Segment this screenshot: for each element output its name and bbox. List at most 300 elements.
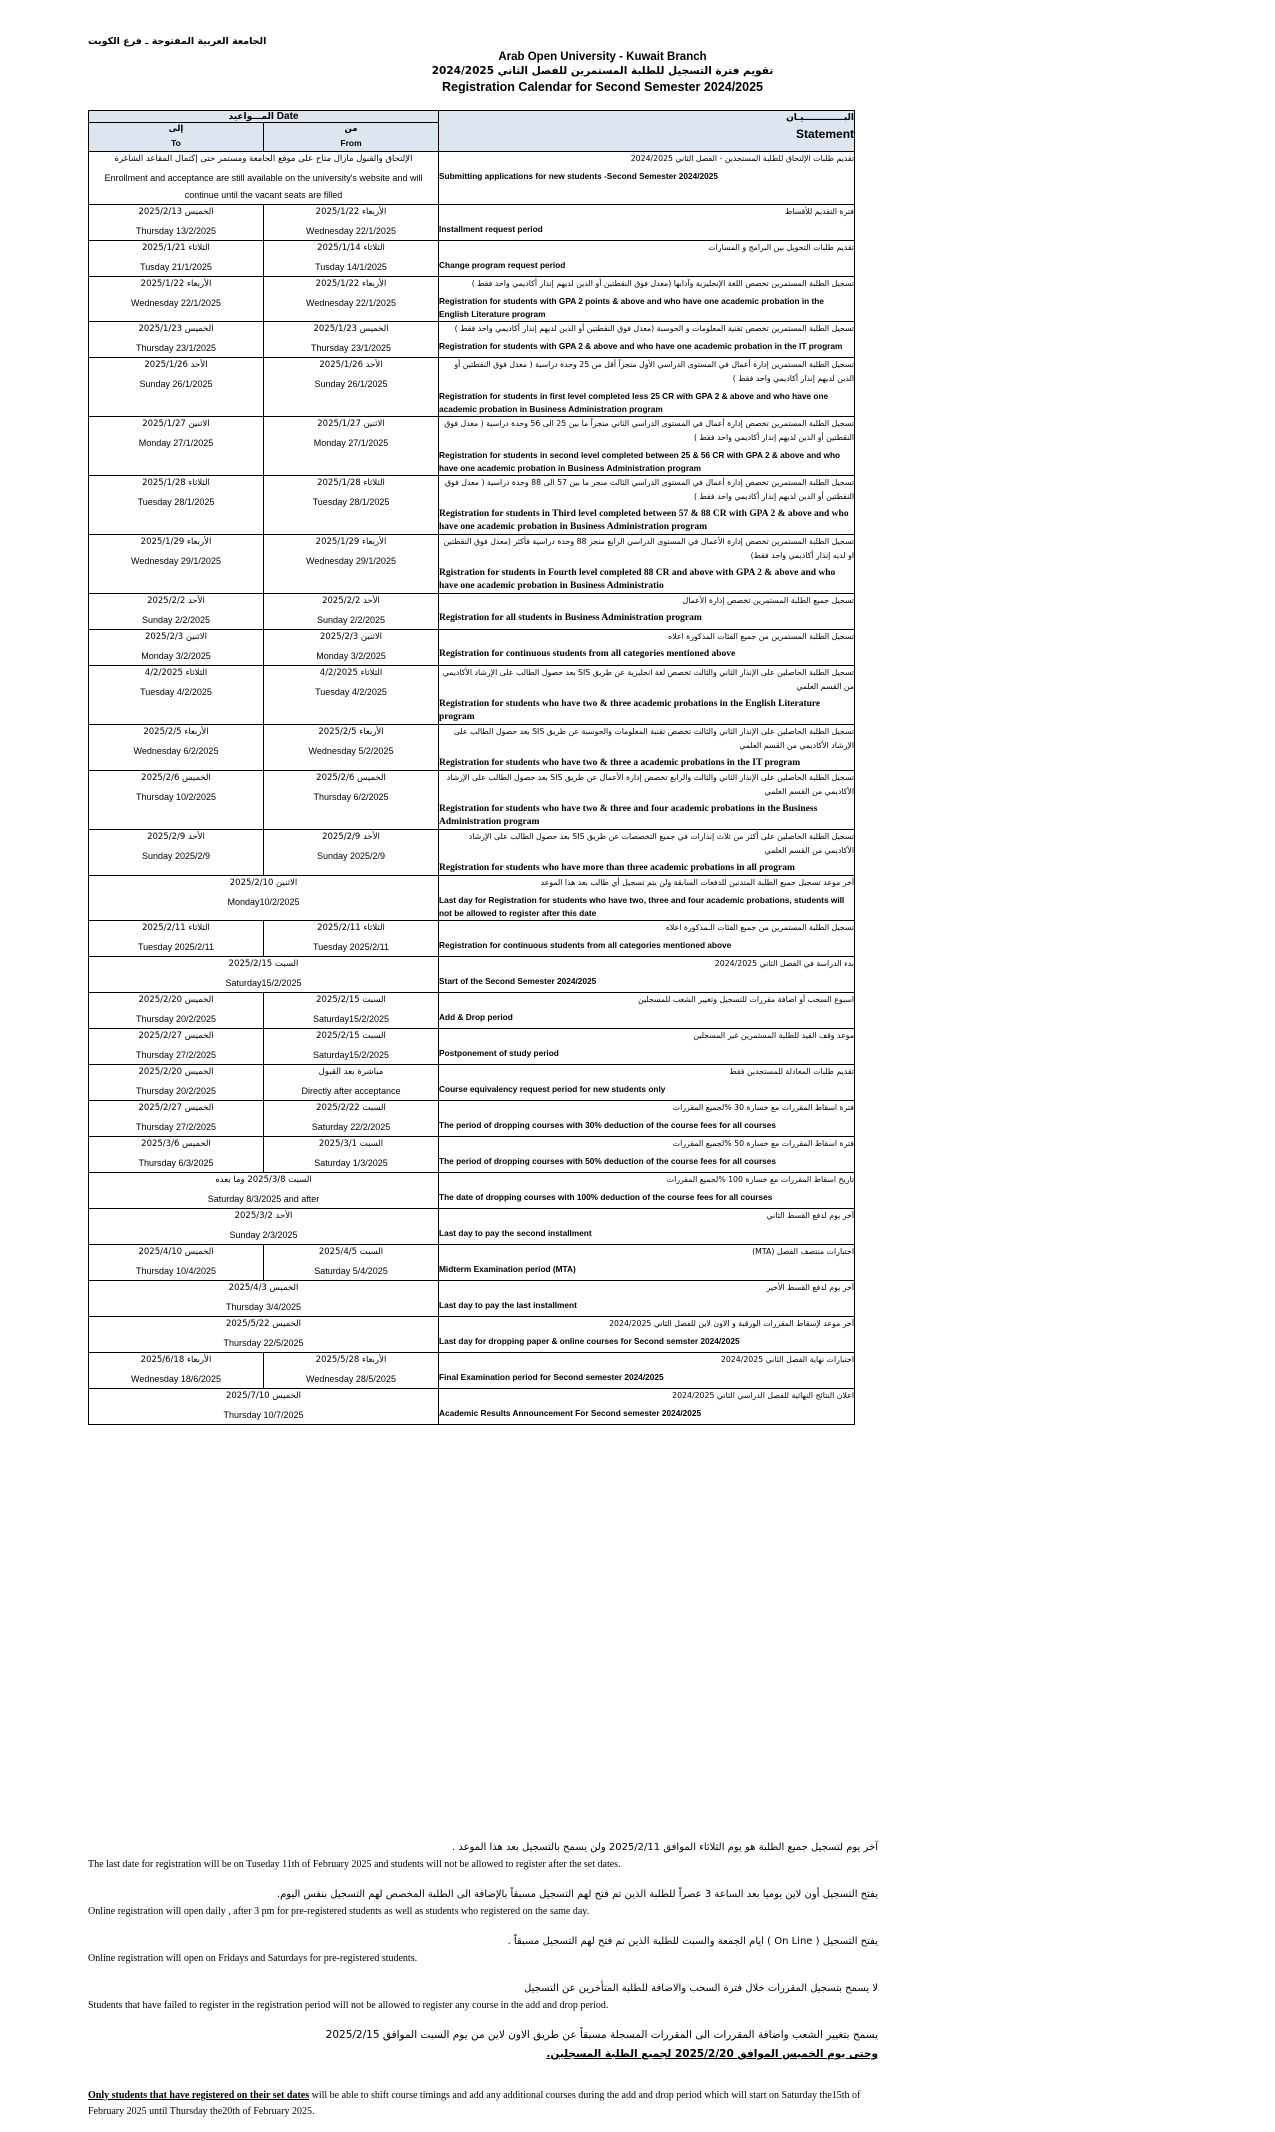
statement-ar: تسجيل الطلبة المستمرين تخصص إدارة الأعمال في المستوى الدراسي الرابع منجز 88 وحدة دراسية فأكثر (معدل فوق النقطتين او لديه إنذار أكاديمي واحد فقط) bbox=[443, 537, 855, 560]
to-date-en: Thursday 27/2/2025 bbox=[135, 1122, 217, 1132]
to-date-ar: الثلاثاء 2025/1/28 bbox=[142, 478, 210, 488]
date-cell-from bbox=[264, 1137, 439, 1173]
table-row bbox=[89, 1245, 855, 1281]
statement-ar: آخر يوم لدفع القسط الثاني bbox=[766, 1211, 855, 1220]
to-date-en: Thursday 27/2/2025 bbox=[135, 1050, 217, 1060]
to-date-ar: الأربعاء 2025/1/29 bbox=[140, 537, 212, 547]
statement-cell bbox=[439, 921, 855, 957]
from-date-ar: الأربعاء 2025/1/22 bbox=[315, 207, 387, 217]
date-cell-to bbox=[89, 476, 264, 535]
date-cell-to bbox=[89, 1065, 264, 1101]
header-date-en: Date bbox=[276, 111, 299, 122]
to-date-ar: الخميس 2025/4/10 bbox=[138, 1247, 214, 1257]
statement-ar: تسجيل الطلبة المستمرين تخصص اللغة الإنجليزية وآدابها (معدل فوق النقطتين أو الذين لديهم إنذار أكاديمي واحد فقط ) bbox=[471, 279, 855, 288]
table-row bbox=[89, 1065, 855, 1101]
to-date-ar: الخميس 2025/2/6 bbox=[141, 773, 211, 783]
table-row bbox=[89, 594, 855, 630]
from-date-ar: الأربعاء 2025/5/28 bbox=[315, 1355, 387, 1365]
date-cell-from bbox=[264, 830, 439, 876]
note-ar: لا يسمح بتسجيل المقررات خلال فترة السحب والاضافة للطلبة المتأخرين عن التسجيل bbox=[524, 1983, 878, 1994]
table-row bbox=[89, 1173, 855, 1209]
from-date-ar: الأحد 2025/1/26 bbox=[319, 360, 383, 370]
statement-en: Registration for students in Third level completed between 57 & 88 CR with GPA 2 & above and who have one academic probation in Business Administration program bbox=[439, 509, 849, 532]
date-cell-from bbox=[264, 1353, 439, 1389]
table-row bbox=[89, 630, 855, 666]
to-date-ar: الخميس 2025/2/27 bbox=[138, 1031, 214, 1041]
table-row bbox=[89, 1317, 855, 1353]
table-header-row-1 bbox=[89, 111, 855, 123]
table-head bbox=[89, 111, 855, 152]
date-cell-from bbox=[264, 725, 439, 771]
date-cell-from bbox=[264, 630, 439, 666]
to-date-en: Tuesday 28/1/2025 bbox=[137, 497, 215, 507]
from-date-en: Tusday 14/1/2025 bbox=[315, 262, 387, 272]
to-date-ar: الخميس 2025/1/23 bbox=[138, 324, 214, 334]
statement-ar: تقديم طلبات التحويل بين البرامج و المسارات bbox=[708, 243, 855, 252]
statement-ar: اسبوع السحب أو اضافة مقررات للتسجيل وتغيير الشعب للمسجلين bbox=[638, 995, 855, 1004]
notes-spacer bbox=[88, 2066, 878, 2088]
date-cell-merged bbox=[89, 1173, 439, 1209]
statement-cell bbox=[439, 1317, 855, 1353]
from-date-en: Wednesday 28/5/2025 bbox=[306, 1374, 396, 1384]
statement-en: Last day for dropping paper & online courses for Second semster 2024/2025 bbox=[439, 1336, 740, 1346]
table-row bbox=[89, 417, 855, 476]
date-cell-to bbox=[89, 358, 264, 417]
to-date-ar: الخميس 2025/3/6 bbox=[141, 1139, 211, 1149]
header-from-ar: من bbox=[344, 124, 358, 134]
table-row bbox=[89, 830, 855, 876]
statement-ar: آخر موعد تسجيل جميع الطلبة المتدنين للدفعات السابقة ولن يتم تسجيل أي طالب بعد هذا الموعد bbox=[540, 878, 855, 887]
header-from-en: From bbox=[340, 138, 362, 148]
statement-en: The period of dropping courses with 50% deduction of the course fees for all courses bbox=[439, 1156, 777, 1166]
header-statement-en: Statement bbox=[796, 127, 855, 141]
date-cell-to bbox=[89, 535, 264, 594]
note-en: Online registration will open daily , after 3 pm for pre-registered students as well as students who registered on the same day. bbox=[88, 1906, 590, 1917]
statement-cell bbox=[439, 358, 855, 417]
date-cell-to bbox=[89, 771, 264, 830]
statement-cell bbox=[439, 993, 855, 1029]
statement-ar: تسجيل الطلبة المستمرين تخصص تقنية المعلومات و الحوسبة (معدل فوق النقطتين أو الذين لديهم إنذار أكاديمي واحد فقط ) bbox=[454, 324, 855, 333]
statement-en: Course equivalency request period for new students only bbox=[439, 1084, 666, 1094]
to-date-en: Wednesday 29/1/2025 bbox=[131, 556, 221, 566]
to-date-ar: الثلاثاء 2025/2/11 bbox=[142, 923, 210, 933]
table-row bbox=[89, 1281, 855, 1317]
date-ar: الإلتحاق والقبول مازال متاح على موقع الجامعة ومستمر حتى إكتمال المقاعد الشاغرة bbox=[114, 154, 413, 164]
to-date-ar: الأحد 2025/2/9 bbox=[147, 832, 205, 842]
statement-cell bbox=[439, 1281, 855, 1317]
date-en: Sunday 2/3/2025 bbox=[229, 1230, 298, 1240]
statement-ar: آخر يوم لدفع القسط الأخير bbox=[766, 1283, 855, 1292]
statement-cell bbox=[439, 1137, 855, 1173]
date-cell-to bbox=[89, 1137, 264, 1173]
from-date-ar: السبت 2025/4/5 bbox=[318, 1247, 384, 1257]
from-date-ar: الأحد 2025/2/2 bbox=[322, 596, 380, 606]
table-row bbox=[89, 771, 855, 830]
to-date-en: Tuesday 2025/2/11 bbox=[137, 942, 215, 952]
date-en: Saturday 8/3/2025 and after bbox=[207, 1194, 320, 1204]
from-date-en: Saturday 1/3/2025 bbox=[314, 1158, 388, 1168]
to-date-en: Tuesday 4/2/2025 bbox=[140, 687, 212, 697]
date-cell-from bbox=[264, 1065, 439, 1101]
title-line-ar: تقويم فترة التسجيل للطلبة المستمرين للفصل الثاني 2024/2025 bbox=[431, 65, 774, 77]
to-date-en: Sunday 2025/2/9 bbox=[141, 851, 211, 861]
to-date-ar: الخميس 2025/2/27 bbox=[138, 1103, 214, 1113]
date-cell-merged bbox=[89, 876, 439, 921]
statement-en: Start of the Second Semester 2024/2025 bbox=[439, 976, 597, 986]
from-date-ar: الثلاثاء 4/2/2025 bbox=[319, 668, 383, 678]
statement-en: Submitting applications for new students -Second Semester 2024/2025 bbox=[439, 171, 718, 181]
statement-cell bbox=[439, 830, 855, 876]
header-statement-ar: البـــــــــــــيـان bbox=[786, 113, 855, 123]
statement-cell bbox=[439, 1029, 855, 1065]
statement-ar: تقديم طلبات الإلتحاق للطلبة المستجدين - الفصل الثاني 2024/2025 bbox=[630, 154, 855, 163]
date-cell-from bbox=[264, 594, 439, 630]
to-date-en: Thursday 10/4/2025 bbox=[135, 1266, 217, 1276]
date-ar: الخميس 2025/7/10 bbox=[225, 1391, 302, 1401]
table-row bbox=[89, 1209, 855, 1245]
to-date-en: Thursday 10/2/2025 bbox=[135, 792, 217, 802]
from-date-en: Monday 27/1/2025 bbox=[313, 438, 389, 448]
header-from bbox=[264, 123, 439, 152]
to-date-ar: الاثنين 2025/1/27 bbox=[142, 419, 210, 429]
to-date-ar: الخميس 2025/2/20 bbox=[138, 995, 214, 1005]
date-cell-merged bbox=[89, 152, 439, 205]
from-date-ar: الاثنين 2025/1/27 bbox=[317, 419, 385, 429]
date-cell-to bbox=[89, 1353, 264, 1389]
date-cell-merged bbox=[89, 1209, 439, 1245]
date-cell-to bbox=[89, 241, 264, 277]
note-ar-line1: يسمح بتغيير الشعب واضافة المقررات الى المقررات المسجلة مسبقاً عن طريق الاون لاين من يوم السبت الموافق 2025/2/15 bbox=[325, 2029, 878, 2041]
from-date-en: Sunday 2025/2/9 bbox=[316, 851, 386, 861]
date-cell-to bbox=[89, 594, 264, 630]
statement-ar: تسجيل الطلبة المستمرين من جميع الفئات المذكورة اعلاه bbox=[668, 632, 855, 641]
table-row bbox=[89, 322, 855, 358]
note-ar: يفتح التسجيل ( On Line ) ايام الجمعة والسبت للطلبة الذين تم فتح لهم التسجيل مسبقاً . bbox=[507, 1936, 878, 1947]
from-date-en: Sunday 26/1/2025 bbox=[314, 379, 388, 389]
statement-en: Registration for students in second level completed between 25 & 56 CR with GPA 2 & above and who have one academic probation in Business Administration program bbox=[439, 450, 841, 473]
note-ar: يفتح التسجيل أون لاين يوميا بعد الساعة 3 عصراً للطلبة الذين تم فتح لهم التسجيل مسبقاً بالإضافة الى الطلبة المخصص لهم التسجيل بنفس اليوم. bbox=[276, 1889, 878, 1900]
statement-en: Last day to pay the last installment bbox=[439, 1300, 577, 1310]
from-date-en: Saturday15/2/2025 bbox=[312, 1014, 390, 1024]
statement-ar: تسجيل جميع الطلبة المستمرين تخصص إدارة الأعمال bbox=[682, 596, 855, 605]
date-cell-to bbox=[89, 322, 264, 358]
table-row bbox=[89, 1353, 855, 1389]
statement-ar: تسجيل الطلبة الحاصلين على الإنذار الثاني والثالث تخصص تقنية المعلومات والحوسبة عن طريق SIS بعد حصول الطالب على الإرشاد الأكاديمي من القسم العلمي bbox=[453, 727, 855, 750]
date-cell-merged bbox=[89, 1389, 439, 1425]
statement-cell bbox=[439, 476, 855, 535]
note-en-final bbox=[88, 2088, 878, 2120]
date-ar: الاثنين 2025/2/10 bbox=[229, 878, 298, 888]
from-date-en: Wednesday 22/1/2025 bbox=[306, 226, 396, 236]
table-row bbox=[89, 1389, 855, 1425]
from-date-en: Tuesday 2025/2/11 bbox=[312, 942, 390, 952]
from-date-ar: الأحد 2025/2/9 bbox=[322, 832, 380, 842]
table-row bbox=[89, 535, 855, 594]
statement-cell bbox=[439, 1209, 855, 1245]
statement-ar: تسجيل الطلبة المستمرين تخصص إدارة أعمال في المستوى الدراسي الثالث منجز ما بين 57 الى 88 وحدة دراسية ( معدل فوق النقطتين أو الذين لديهم إنذار أكاديمي واحد فقط ) bbox=[445, 478, 855, 501]
to-date-en: Thursday 20/2/2025 bbox=[135, 1014, 217, 1024]
statement-cell bbox=[439, 630, 855, 666]
statement-cell bbox=[439, 771, 855, 830]
from-date-en: Tuesday 4/2/2025 bbox=[315, 687, 387, 697]
document-title-block bbox=[330, 50, 875, 96]
note-en: Online registration will open on Fridays and Saturdays for pre-registered students. bbox=[88, 1953, 418, 1964]
date-cell-from bbox=[264, 666, 439, 725]
statement-cell bbox=[439, 725, 855, 771]
to-date-ar: الخميس 2025/2/13 bbox=[138, 207, 214, 217]
date-ar: الأحد 2025/3/2 bbox=[234, 1211, 293, 1221]
date-cell-to bbox=[89, 1101, 264, 1137]
to-date-en: Thursday 20/2/2025 bbox=[135, 1086, 217, 1096]
statement-ar: تقديم طلبات المعادلة للمستجدين فقط bbox=[729, 1067, 855, 1076]
statement-cell bbox=[439, 1389, 855, 1425]
table-row bbox=[89, 921, 855, 957]
date-cell-from bbox=[264, 1029, 439, 1065]
from-date-en: Wednesday 5/2/2025 bbox=[308, 746, 394, 756]
to-date-ar: الأحد 2025/1/26 bbox=[144, 360, 208, 370]
date-en: Thursday 3/4/2025 bbox=[225, 1302, 302, 1312]
statement-ar: فترة اسقاط المقررات مع خسارة 30 %لجميع المقررات bbox=[672, 1103, 855, 1112]
from-date-ar: الأربعاء 2025/2/5 bbox=[318, 727, 384, 737]
statement-ar: تاريخ اسقاط المقررات مع خسارة 100 %لجميع المقررات bbox=[666, 1175, 855, 1184]
header-date bbox=[89, 111, 439, 123]
date-cell-from bbox=[264, 205, 439, 241]
date-cell-merged bbox=[89, 1317, 439, 1353]
statement-en: Registration for continuous students from all categories mentioned above bbox=[439, 649, 736, 659]
date-cell-from bbox=[264, 322, 439, 358]
statement-ar: تسجيل الطلبة المستمرين من جميع الفئات الـمذكورة اعلاه bbox=[665, 923, 855, 932]
statement-ar: بدء الدراسة في الفصل الثاني 2024/2025 bbox=[714, 959, 855, 968]
date-cell-to bbox=[89, 1029, 264, 1065]
statement-ar: تسجيل الطلبة الحاصلين على أكثر من ثلاث إنذارات في جميع التخصصات عن طريق SIS بعد حصول الطالب على الإرشاد الأكاديمي من القسم العلمي bbox=[468, 832, 855, 855]
table-row bbox=[89, 205, 855, 241]
statement-en: Registration for students with GPA 2 & above and who have one academic probation in the IT program bbox=[439, 341, 843, 351]
from-date-ar: الثلاثاء 2025/1/28 bbox=[317, 478, 385, 488]
date-en: Thursday 10/7/2025 bbox=[223, 1410, 304, 1420]
from-date-en: Saturday15/2/2025 bbox=[312, 1050, 390, 1060]
date-cell-to bbox=[89, 725, 264, 771]
statement-en: Academic Results Announcement For Second semester 2024/2025 bbox=[439, 1408, 702, 1418]
table-row bbox=[89, 1101, 855, 1137]
statement-cell bbox=[439, 152, 855, 205]
table-row bbox=[89, 993, 855, 1029]
to-date-en: Thursday 13/2/2025 bbox=[135, 226, 217, 236]
to-date-ar: الأربعاء 2025/1/22 bbox=[140, 279, 212, 289]
from-date-ar: السبت 2025/2/15 bbox=[316, 995, 386, 1005]
statement-en: Registration for students who have two & three academic probations in the English Literature program bbox=[439, 699, 821, 722]
statement-cell bbox=[439, 1353, 855, 1389]
to-date-en: Wednesday 6/2/2025 bbox=[133, 746, 219, 756]
date-cell-to bbox=[89, 205, 264, 241]
to-date-en: Sunday 26/1/2025 bbox=[139, 379, 213, 389]
date-en: Enrollment and acceptance are still available on the university's website and will continue until the vacant seats are filled bbox=[104, 173, 423, 200]
date-en: Monday10/2/2025 bbox=[227, 897, 300, 907]
to-date-ar: الثلاثاء 4/2/2025 bbox=[144, 668, 208, 678]
statement-en: Registration for students in first level completed less 25 CR with GPA 2 & above and who have one academic probation in Business Administration program bbox=[439, 391, 829, 414]
date-cell-to bbox=[89, 921, 264, 957]
letterhead-arabic: الجامعة العربية المفتوحة ـ فرع الكويت bbox=[88, 36, 267, 47]
statement-ar: تسجيل الطلبة المستمرين إدارة أعمال في المستوى الدراسي الأول منجزاً أقل من 25 وحدة دراسية ( معدل فوق النقطتين أو الذين لديهم إنذار أكاديمي واحد فقط ) bbox=[454, 360, 855, 383]
note-ar-line2: وحتى يوم الخميس الموافق 2025/2/20 لجميع الطلبة المسجلين. bbox=[546, 2048, 878, 2060]
to-date-ar: الأربعاء 2025/2/5 bbox=[143, 727, 209, 737]
from-date-en: Saturday 22/2/2025 bbox=[311, 1122, 391, 1132]
statement-en: Change program request period bbox=[439, 260, 566, 270]
from-date-en: Sunday 2/2/2025 bbox=[316, 615, 386, 625]
date-ar: الخميس 2025/4/3 bbox=[228, 1283, 299, 1293]
statement-cell bbox=[439, 205, 855, 241]
date-cell-from bbox=[264, 771, 439, 830]
statement-en: Registration for students with GPA 2 points & above and who have one academic probation in the English Literature program bbox=[439, 296, 824, 319]
from-date-ar: الخميس 2025/1/23 bbox=[313, 324, 389, 334]
statement-cell bbox=[439, 1065, 855, 1101]
statement-cell bbox=[439, 277, 855, 322]
from-date-en: Wednesday 22/1/2025 bbox=[306, 298, 396, 308]
title-line-en: Arab Open University - Kuwait Branch bbox=[498, 51, 707, 63]
statement-ar: تسجيل الطلبة الحاصلين على الإنذار الثاني والثالث والرابع تخصص إدارة الأعمال عن طريق SIS بعد حصول الطالب على الإرشاد الأكاديمي من القسم العلمي bbox=[446, 773, 855, 796]
table-row bbox=[89, 358, 855, 417]
date-cell-from bbox=[264, 1101, 439, 1137]
table-row bbox=[89, 666, 855, 725]
date-cell-from bbox=[264, 535, 439, 594]
statement-cell bbox=[439, 241, 855, 277]
date-cell-merged bbox=[89, 957, 439, 993]
statement-en: Installment request period bbox=[439, 224, 543, 234]
header-to-en: To bbox=[171, 138, 181, 148]
to-date-ar: الاثنين 2025/2/3 bbox=[144, 632, 208, 642]
statement-ar: تسجيل الطلبة المستمرين تخصص إدارة أعمال في المستوى الدراسي الثاني منجزاً ما بين 25 الى 56 وحدة دراسية ( معدل فوق النقطتين أو الذين لديهم إنذار أكاديمي واحد فقط ) bbox=[444, 419, 855, 442]
from-date-ar: السبت 2025/3/1 bbox=[318, 1139, 384, 1149]
statement-ar: اختبارات منتصف الفصل (MTA) bbox=[752, 1247, 855, 1256]
date-cell-to bbox=[89, 1245, 264, 1281]
date-cell-from bbox=[264, 476, 439, 535]
note-en-rest: will be able to shift course timings and add any additional courses during the add and drop period which will start on Saturday the15th of February 2025 until Thursday the20th of February 2025. bbox=[88, 2090, 861, 2117]
statement-cell bbox=[439, 535, 855, 594]
date-cell-from bbox=[264, 358, 439, 417]
statement-cell bbox=[439, 876, 855, 921]
table-row bbox=[89, 725, 855, 771]
to-date-en: Tusday 21/1/2025 bbox=[140, 262, 212, 272]
statement-en: Last day for Registration for students who have two, three and four academic probations, students will not be allowed to register after this date bbox=[439, 895, 845, 918]
statement-en: Registration for continuous students from all categories mentioned above bbox=[439, 940, 732, 950]
table-row bbox=[89, 1137, 855, 1173]
from-date-ar: الاثنين 2025/2/3 bbox=[319, 632, 383, 642]
date-cell-to bbox=[89, 277, 264, 322]
from-date-en: Monday 3/2/2025 bbox=[316, 651, 386, 661]
statement-cell bbox=[439, 1173, 855, 1209]
header-date-ar: المـــواعيد bbox=[228, 112, 275, 122]
statement-cell bbox=[439, 666, 855, 725]
from-date-en: Thursday 6/2/2025 bbox=[313, 792, 389, 802]
from-date-ar: الأربعاء 2025/1/29 bbox=[315, 537, 387, 547]
statement-en: The date of dropping courses with 100% deduction of the course fees for all courses bbox=[439, 1192, 773, 1202]
date-cell-to bbox=[89, 417, 264, 476]
to-date-en: Monday 3/2/2025 bbox=[141, 651, 211, 661]
date-cell-from bbox=[264, 921, 439, 957]
statement-ar: فترة اسقاط المقررات مع خسارة 50 %لجميع المقررات bbox=[672, 1139, 855, 1148]
statement-en: Rgistration for students in Fourth level completed 88 CR and above with GPA 2 & above and who have one academic probation in Business Administratio bbox=[439, 568, 836, 591]
date-en: Thursday 22/5/2025 bbox=[223, 1338, 304, 1348]
table-row bbox=[89, 476, 855, 535]
statement-ar: اختبارات نهاية الفصل الثاني 2024/2025 bbox=[720, 1355, 855, 1364]
statement-en: Registration for students who have two & three and four academic probations in the Business Administration program bbox=[439, 804, 818, 827]
statement-en: Final Examination period for Second semester 2024/2025 bbox=[439, 1372, 664, 1382]
statement-cell bbox=[439, 1101, 855, 1137]
from-date-en: Thursday 23/1/2025 bbox=[310, 343, 392, 353]
statement-cell bbox=[439, 417, 855, 476]
from-date-ar: الأربعاء 2025/1/22 bbox=[315, 279, 387, 289]
statement-en: The period of dropping courses with 30% deduction of the course fees for all courses bbox=[439, 1120, 777, 1130]
to-date-ar: الثلاثاء 2025/1/21 bbox=[142, 243, 210, 253]
to-date-en: Thursday 6/3/2025 bbox=[138, 1158, 214, 1168]
date-cell-to bbox=[89, 993, 264, 1029]
statement-cell bbox=[439, 594, 855, 630]
from-date-en: Wednesday 29/1/2025 bbox=[306, 556, 396, 566]
table-row bbox=[89, 876, 855, 921]
from-date-ar: السبت 2025/2/22 bbox=[316, 1103, 386, 1113]
date-ar: الخميس 2025/5/22 bbox=[225, 1319, 302, 1329]
table-row bbox=[89, 1029, 855, 1065]
header-to bbox=[89, 123, 264, 152]
to-date-ar: الخميس 2025/2/20 bbox=[138, 1067, 214, 1077]
statement-en: Postponement of study period bbox=[439, 1048, 559, 1058]
registration-calendar-table bbox=[88, 110, 855, 1425]
date-cell-to bbox=[89, 830, 264, 876]
to-date-en: Wednesday 22/1/2025 bbox=[131, 298, 221, 308]
to-date-en: Sunday 2/2/2025 bbox=[141, 615, 211, 625]
table-row bbox=[89, 277, 855, 322]
from-date-en: Tuesday 28/1/2025 bbox=[312, 497, 390, 507]
statement-en: Registration for students who have more than three academic probations in all program bbox=[439, 863, 795, 873]
from-date-ar: الثلاثاء 2025/1/14 bbox=[317, 243, 385, 253]
table-row bbox=[89, 957, 855, 993]
to-date-en: Thursday 23/1/2025 bbox=[135, 343, 217, 353]
date-cell-from bbox=[264, 417, 439, 476]
note-en: Students that have failed to register in the registration period will not be allowed to register any course in the add and drop period. bbox=[88, 2000, 609, 2011]
note-en: The last date for registration will be on Tuseday 11th of February 2025 and students will not be allowed to register after the set dates. bbox=[88, 1859, 621, 1870]
note-ar: آخر يوم لتسجيل جميع الطلبة هو يوم الثلاثاء الموافق 2025/2/11 ولن يسمح بالتسجيل بعد هذا الموعد . bbox=[451, 1842, 878, 1853]
statement-en: Add & Drop period bbox=[439, 1012, 513, 1022]
statement-en: Registration for all students in Business Administration program bbox=[439, 613, 702, 623]
statement-en: Midterm Examination period (MTA) bbox=[439, 1264, 576, 1274]
from-date-en: Saturday 5/4/2025 bbox=[314, 1266, 388, 1276]
statement-cell bbox=[439, 1245, 855, 1281]
statement-ar: فترة التقديم للأقساط bbox=[785, 207, 855, 216]
from-date-en: Directly after acceptance bbox=[301, 1086, 401, 1096]
statement-en: Registration for students who have two & three a academic probations in the IT program bbox=[439, 758, 801, 768]
date-cell-from bbox=[264, 993, 439, 1029]
statement-cell bbox=[439, 322, 855, 358]
header-to-ar: إلى bbox=[168, 124, 184, 134]
to-date-ar: الأحد 2025/2/2 bbox=[147, 596, 205, 606]
date-cell-from bbox=[264, 241, 439, 277]
statement-cell bbox=[439, 957, 855, 993]
date-cell-from bbox=[264, 277, 439, 322]
from-date-ar: الثلاثاء 2025/2/11 bbox=[317, 923, 385, 933]
header-statement bbox=[439, 111, 855, 152]
to-date-en: Monday 27/1/2025 bbox=[138, 438, 214, 448]
to-date-en: Wednesday 18/6/2025 bbox=[131, 1374, 221, 1384]
date-cell-to bbox=[89, 630, 264, 666]
date-ar: السبت 2025/3/8 وما بعده bbox=[215, 1175, 312, 1185]
from-date-ar: مباشرة بعد القبول bbox=[318, 1067, 384, 1077]
date-cell-from bbox=[264, 1245, 439, 1281]
from-date-ar: الخميس 2025/2/6 bbox=[316, 773, 386, 783]
table-row bbox=[89, 152, 855, 205]
date-ar: السبت 2025/2/15 bbox=[228, 959, 299, 969]
statement-en: Last day to pay the second installment bbox=[439, 1228, 592, 1238]
table-body bbox=[89, 152, 855, 1425]
title-line-en2: Registration Calendar for Second Semester 2024/2025 bbox=[442, 80, 763, 94]
